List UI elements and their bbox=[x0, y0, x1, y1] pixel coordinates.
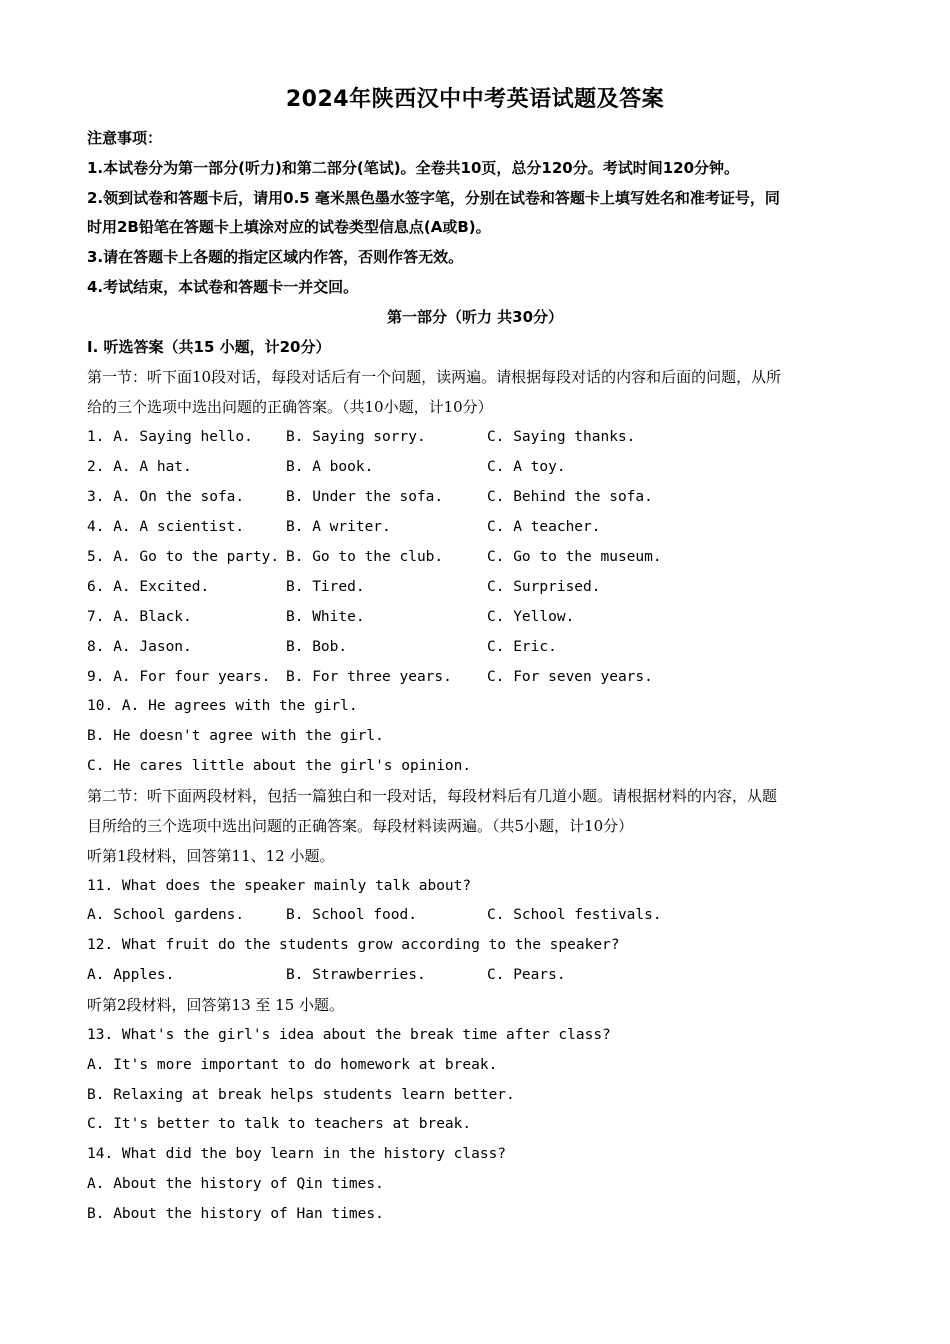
section1-heading: Ⅰ. 听选答案（共15 小题，计20分） bbox=[87, 338, 331, 356]
option-c: C. For seven years. bbox=[487, 669, 653, 685]
option-a: 5. A. Go to the party. bbox=[87, 549, 280, 565]
option-b: B. Under the sofa. bbox=[286, 489, 444, 505]
page-title: 2024年陕西汉中中考英语试题及答案 bbox=[285, 87, 665, 112]
option-b: B. Bob. bbox=[286, 639, 348, 655]
option-b: B. Strawberries. bbox=[286, 967, 426, 983]
option-a: 2. A. A hat. bbox=[87, 459, 192, 475]
option-b: B. Tired. bbox=[286, 579, 365, 595]
notice-item: 4.考试结束，本试卷和答题卡一并交回。 bbox=[87, 278, 359, 296]
q13-option: A. It's more important to do homework at break. bbox=[87, 1057, 498, 1073]
option-c: C. Pears. bbox=[487, 967, 566, 983]
q13-option: B. Relaxing at break helps students learn better. bbox=[87, 1087, 515, 1103]
q14-option: B. About the history of Han times. bbox=[87, 1206, 384, 1222]
q10-option: B. He doesn't agree with the girl. bbox=[87, 728, 384, 744]
part1-heading: 第一部分（听力 共30分） bbox=[386, 308, 564, 326]
notice-item: 时用2B铅笔在答题卡上填涂对应的试卷类型信息点(A或B)。 bbox=[87, 218, 491, 236]
option-b: B. A writer. bbox=[286, 519, 391, 535]
option-c: C. Go to the museum. bbox=[487, 549, 662, 565]
notice-item: 1.本试卷分为第一部分(听力)和第二部分(笔试)。全卷共10页，总分120分。考试时间120分钟。 bbox=[87, 159, 740, 177]
option-a: 9. A. For four years. bbox=[87, 669, 271, 685]
q14-stem: 14. What did the boy learn in the history class? bbox=[87, 1146, 507, 1162]
option-a: A. School gardens. bbox=[87, 907, 245, 923]
option-c: C. Yellow. bbox=[487, 609, 575, 625]
section1-intro: 给的三个选项中选出问题的正确答案。（共10小题，计10分） bbox=[87, 398, 493, 416]
q11-stem: 11. What does the speaker mainly talk about? bbox=[87, 878, 472, 894]
option-c: C. Behind the sofa. bbox=[487, 489, 653, 505]
option-a: 1. A. Saying hello. bbox=[87, 429, 253, 445]
option-b: B. School food. bbox=[286, 907, 417, 923]
q14-option: A. About the history of Qin times. bbox=[87, 1176, 384, 1192]
option-a: A. Apples. bbox=[87, 967, 175, 983]
notice-heading: 注意事项： bbox=[87, 129, 163, 147]
notice-item: 3.请在答题卡上各题的指定区域内作答，否则作答无效。 bbox=[87, 248, 464, 266]
option-c: C. Saying thanks. bbox=[487, 429, 636, 445]
q13-stem: 13. What's the girl's idea about the break time after class? bbox=[87, 1027, 611, 1043]
q12-stem: 12. What fruit do the students grow according to the speaker? bbox=[87, 937, 620, 953]
option-b: B. A book. bbox=[286, 459, 374, 475]
option-b: B. Saying sorry. bbox=[286, 429, 426, 445]
section1-intro: 第一节：听下面10段对话，每段对话后有一个问题，读两遍。请根据每段对话的内容和后面的问题，从所 bbox=[87, 368, 782, 386]
material2-intro: 听第2段材料，回答第13 至 15 小题。 bbox=[87, 996, 345, 1014]
option-c: C. Eric. bbox=[487, 639, 557, 655]
option-a: 6. A. Excited. bbox=[87, 579, 210, 595]
option-a: 7. A. Black. bbox=[87, 609, 192, 625]
option-c: C. Surprised. bbox=[487, 579, 601, 595]
q10-option: 10. A. He agrees with the girl. bbox=[87, 698, 358, 714]
option-b: B. For three years. bbox=[286, 669, 452, 685]
notice-item: 2.领到试卷和答题卡后，请用0.5 毫米黑色墨水签字笔，分别在试卷和答题卡上填写姓名和准考证号，同 bbox=[87, 189, 780, 207]
section2-intro: 第二节：听下面两段材料，包括一篇独白和一段对话，每段材料后有几道小题。请根据材料的内容，从题 bbox=[87, 787, 778, 805]
option-c: C. A toy. bbox=[487, 459, 566, 475]
material1-intro: 听第1段材料，回答第11、12 小题。 bbox=[87, 847, 335, 865]
option-c: C. School festivals. bbox=[487, 907, 662, 923]
option-a: 3. A. On the sofa. bbox=[87, 489, 245, 505]
option-b: B. White. bbox=[286, 609, 365, 625]
option-a: 4. A. A scientist. bbox=[87, 519, 245, 535]
option-b: B. Go to the club. bbox=[286, 549, 444, 565]
option-a: 8. A. Jason. bbox=[87, 639, 192, 655]
option-c: C. A teacher. bbox=[487, 519, 601, 535]
section2-intro: 目所给的三个选项中选出问题的正确答案。每段材料读两遍。（共5小题，计10分） bbox=[87, 817, 634, 835]
q13-option: C. It's better to talk to teachers at break. bbox=[87, 1116, 472, 1132]
q10-option: C. He cares little about the girl's opinion. bbox=[87, 758, 472, 774]
